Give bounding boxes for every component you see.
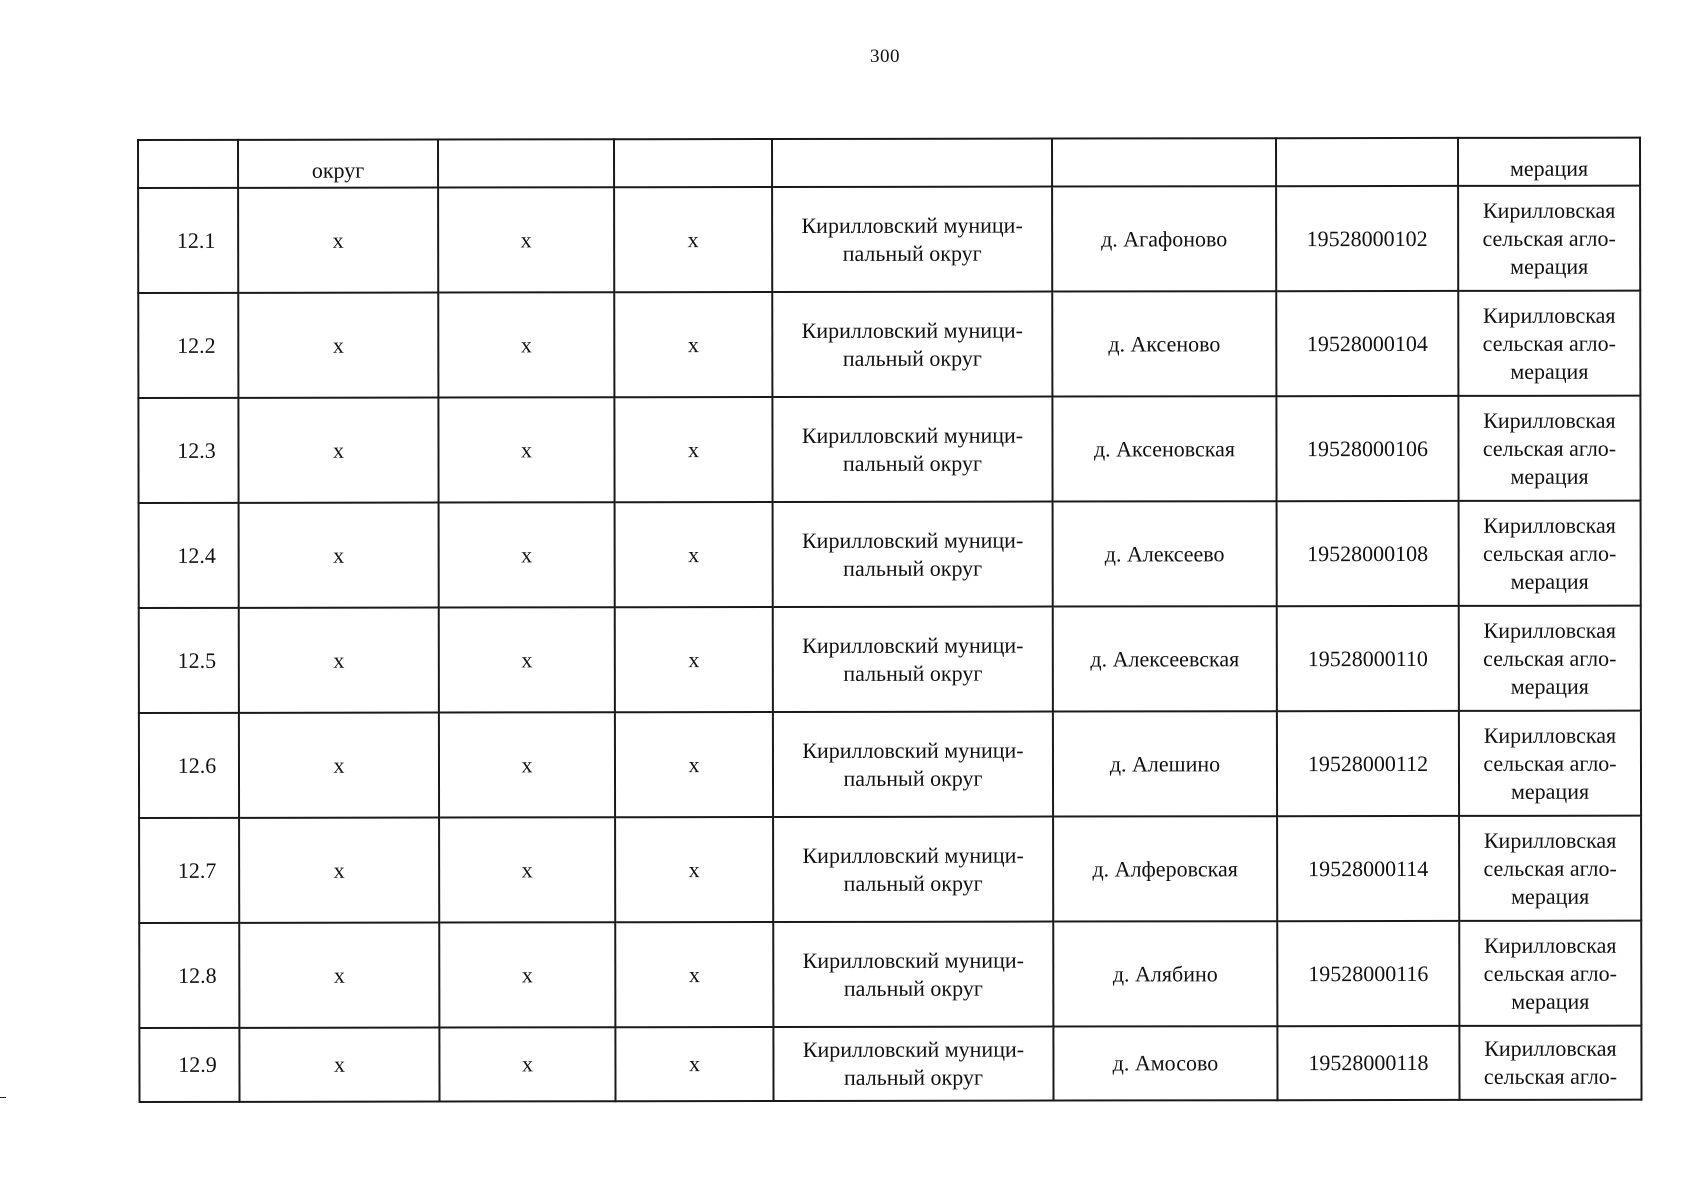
cell-mark: x	[439, 712, 615, 817]
agglomeration	[1458, 396, 1640, 501]
locality-name: д. Алябино	[1053, 921, 1277, 1026]
municipal-district	[773, 607, 1053, 712]
agglomeration	[1459, 816, 1641, 921]
agglomeration-line: мерация	[1510, 358, 1589, 384]
row-number: 12.8	[139, 923, 239, 1028]
agglomeration-line: мерация	[1510, 673, 1589, 699]
oktmo-code: 19528000118	[1277, 1026, 1459, 1100]
agglomeration-line: сельская агло-	[1482, 435, 1617, 461]
cont-cell-district: округ	[238, 140, 438, 188]
agglomeration-line: Кирилловская	[1483, 827, 1617, 853]
oktmo-code: 19528000112	[1277, 711, 1459, 816]
cell-mark: x	[239, 818, 439, 923]
agglomeration-line: сельская агло-	[1483, 960, 1617, 986]
row-number: 12.2	[138, 293, 238, 398]
cell-mark: x	[239, 713, 439, 818]
oktmo-code: 19528000102	[1276, 186, 1458, 291]
agglomeration-line: Кирилловская	[1484, 932, 1617, 958]
locality-name: д. Алферовская	[1053, 816, 1277, 921]
agglomeration-line: Кирилловская	[1483, 722, 1617, 748]
locality-name: д. Алексеево	[1053, 501, 1277, 606]
district-line: пальный округ	[842, 345, 982, 371]
oktmo-code: 19528000110	[1277, 606, 1459, 711]
cell-mark: x	[239, 923, 439, 1028]
cell-mark: x	[439, 1027, 615, 1101]
municipal-district	[773, 817, 1053, 922]
cont-cell-6	[1052, 138, 1276, 186]
cell-mark: x	[439, 607, 615, 712]
cell-mark: x	[438, 187, 614, 292]
table-row	[139, 501, 1641, 608]
oktmo-code: 19528000114	[1277, 816, 1459, 921]
agglomeration	[1459, 501, 1641, 606]
locality-name: д. Аксеновская	[1052, 396, 1276, 501]
cell-mark: x	[614, 292, 772, 397]
district-line: Кирилловский муници-	[802, 737, 1024, 763]
cell-mark: x	[239, 1028, 439, 1102]
district-line: Кирилловский муници-	[801, 527, 1024, 553]
agglomeration	[1459, 711, 1641, 816]
oktmo-code: 19528000108	[1277, 501, 1459, 606]
district-line: Кирилловский муници-	[802, 632, 1024, 658]
cell-mark: x	[615, 712, 773, 817]
cell-mark: x	[615, 607, 773, 712]
agglomeration-line: мерация	[1511, 883, 1590, 909]
table-row	[139, 816, 1641, 923]
district-line: Кирилловский муници-	[801, 422, 1024, 448]
district-line: Кирилловский муници-	[802, 1036, 1025, 1062]
district-line: пальный округ	[843, 870, 983, 896]
district-line: пальный округ	[842, 240, 982, 266]
agglomeration-line: мерация	[1510, 568, 1589, 594]
municipal-district	[772, 187, 1052, 292]
cont-cell-num	[138, 140, 238, 188]
district-line: Кирилловский муници-	[802, 842, 1024, 868]
agglomeration	[1459, 606, 1641, 711]
cell-mark: x	[238, 188, 438, 293]
cell-mark: x	[238, 293, 438, 398]
district-line: пальный округ	[843, 660, 983, 686]
cell-mark: x	[615, 817, 773, 922]
margin-mark	[0, 1097, 6, 1098]
cont-cell-4	[614, 139, 772, 187]
cell-mark: x	[238, 398, 438, 503]
agglomeration	[1459, 1026, 1641, 1100]
municipal-district	[773, 1027, 1053, 1101]
agglomeration-line: Кирилловская	[1482, 197, 1616, 223]
cell-mark: x	[439, 502, 615, 607]
agglomeration-line: Кирилловская	[1483, 512, 1616, 538]
locality-name: д. Аксеново	[1052, 291, 1276, 396]
oktmo-code: 19528000104	[1276, 291, 1458, 396]
cell-mark: x	[439, 817, 615, 922]
cell-mark: x	[615, 502, 773, 607]
agglomeration-line: Кирилловская	[1483, 407, 1616, 433]
cell-mark: x	[614, 187, 772, 292]
row-number: 12.7	[139, 818, 239, 923]
settlements-table	[137, 137, 1643, 1103]
locality-name: д. Алексеевская	[1053, 606, 1277, 711]
cell-mark: x	[438, 292, 614, 397]
table-row	[139, 921, 1641, 1028]
oktmo-code: 19528000106	[1276, 396, 1458, 501]
agglomeration-line: Кирилловская	[1484, 1035, 1617, 1061]
cont-cell-agglomeration: мерация	[1458, 138, 1640, 186]
table-row	[139, 711, 1641, 818]
cell-mark: x	[615, 922, 773, 1027]
table-row	[139, 606, 1641, 713]
agglomeration	[1459, 921, 1641, 1026]
agglomeration-line: Кирилловская	[1483, 617, 1617, 643]
cell-mark: x	[614, 397, 772, 502]
agglomeration-line: сельская агло-	[1483, 645, 1617, 671]
cont-cell-3	[438, 139, 614, 187]
table-body	[138, 138, 1642, 1102]
agglomeration-line: сельская агло-	[1482, 330, 1616, 356]
cont-cell-5	[772, 139, 1052, 187]
table-row	[138, 186, 1640, 293]
agglomeration-line: мерация	[1511, 988, 1590, 1014]
district-line: пальный округ	[842, 450, 983, 476]
agglomeration-line: мерация	[1510, 778, 1590, 804]
continuation-row	[138, 138, 1640, 188]
locality-name: д. Амосово	[1053, 1026, 1277, 1100]
district-line: Кирилловский муници-	[801, 212, 1023, 238]
agglomeration-line: мерация	[1510, 253, 1589, 279]
district-line: пальный округ	[843, 1064, 983, 1090]
agglomeration	[1458, 186, 1640, 291]
row-number: 12.9	[139, 1028, 239, 1102]
locality-name: д. Агафоново	[1052, 186, 1276, 291]
agglomeration-line: мерация	[1510, 463, 1589, 489]
table-row	[139, 1026, 1641, 1102]
municipal-district	[773, 922, 1053, 1027]
agglomeration	[1458, 291, 1640, 396]
agglomeration-line: сельская агло-	[1483, 855, 1617, 881]
district-line: пальный округ	[843, 975, 983, 1001]
district-line: Кирилловский муници-	[801, 317, 1023, 343]
cell-mark: x	[615, 1027, 773, 1101]
municipal-district	[773, 502, 1053, 607]
district-line: пальный округ	[843, 555, 983, 581]
row-number: 12.6	[139, 713, 239, 818]
row-number: 12.3	[138, 398, 238, 503]
row-number: 12.5	[139, 608, 239, 713]
table-row	[138, 291, 1640, 398]
municipal-district	[772, 292, 1052, 397]
table-row	[138, 396, 1640, 503]
agglomeration-line: сельская агло-	[1483, 750, 1617, 776]
oktmo-code: 19528000116	[1277, 921, 1459, 1026]
row-number: 12.4	[139, 503, 239, 608]
cell-mark: x	[439, 922, 615, 1027]
municipal-district	[772, 397, 1052, 502]
agglomeration-line: сельская агло-	[1482, 540, 1617, 566]
district-line: пальный округ	[843, 765, 983, 791]
agglomeration-line: Кирилловская	[1483, 302, 1616, 328]
cell-mark: x	[438, 397, 614, 502]
agglomeration-line: сельская агло-	[1483, 1063, 1618, 1089]
district-line: Кирилловский муници-	[802, 947, 1024, 973]
cell-mark: x	[239, 608, 439, 713]
municipal-district	[773, 712, 1053, 817]
row-number: 12.1	[138, 188, 238, 293]
locality-name: д. Алешино	[1053, 711, 1277, 816]
cont-cell-7	[1276, 138, 1458, 186]
cell-mark: x	[239, 503, 439, 608]
page-number: 300	[870, 46, 900, 67]
agglomeration-line: сельская агло-	[1482, 225, 1616, 251]
